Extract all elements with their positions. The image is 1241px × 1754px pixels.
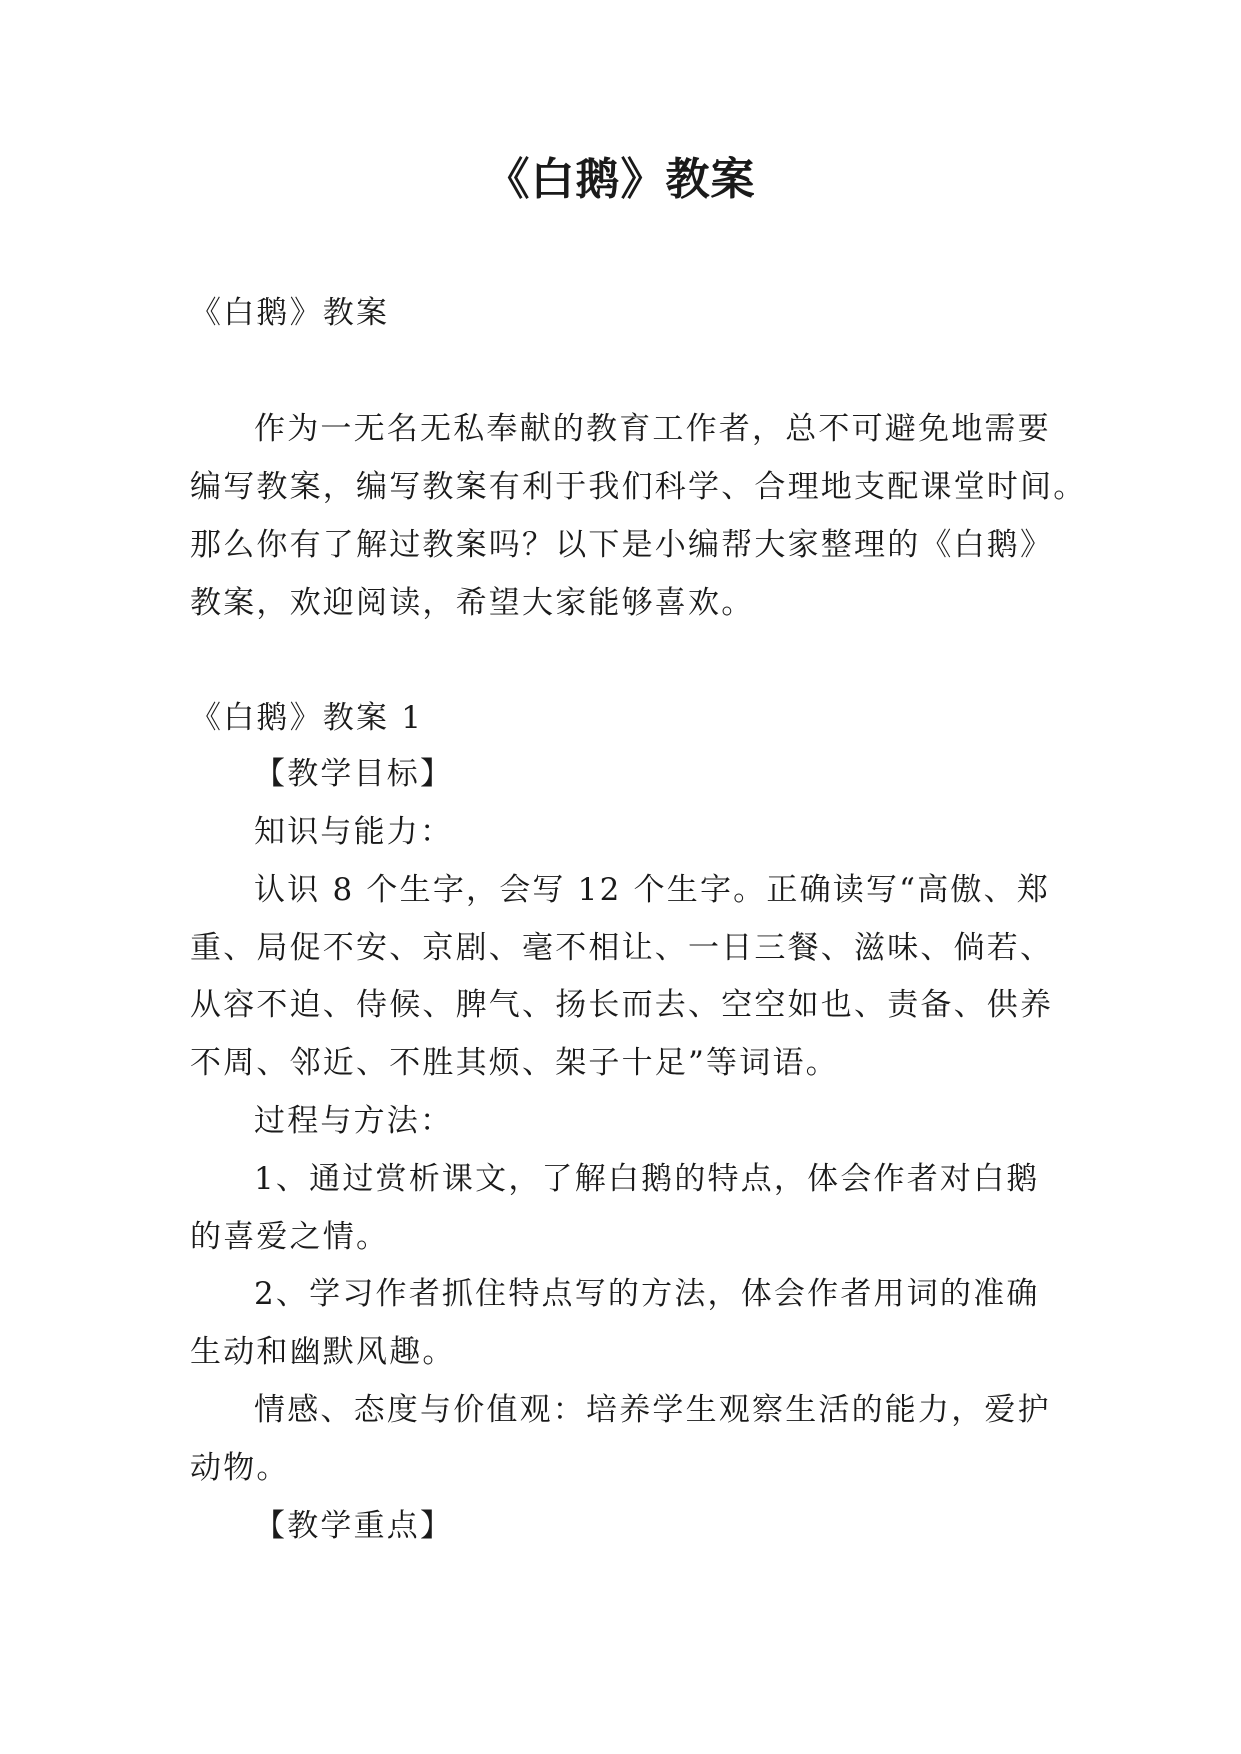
key-heading: 【教学重点】 xyxy=(254,1508,454,1544)
process-2-line-1: 2、学习作者抓住特点写的方法，体会作者用词的准确 xyxy=(254,1276,1040,1312)
intro-line-4: 教案，欢迎阅读，希望大家能够喜欢。 xyxy=(190,585,755,621)
process-2-line-2: 生动和幽默风趣。 xyxy=(190,1334,456,1370)
process-heading: 过程与方法： xyxy=(254,1103,454,1139)
knowledge-line-2: 重、局促不安、京剧、毫不相让、一日三餐、滋味、倘若、 xyxy=(190,930,1054,966)
intro-line-1: 作为一无名无私奉献的教育工作者，总不可避免地需要 xyxy=(254,411,1051,447)
knowledge-line-4: 不周、邻近、不胜其烦、架子十足”等词语。 xyxy=(190,1045,839,1081)
emotion-line-2: 动物。 xyxy=(190,1450,290,1486)
process-1-line-2: 的喜爱之情。 xyxy=(190,1219,390,1255)
knowledge-line-3: 从容不迫、侍候、脾气、扬长而去、空空如也、责备、供养 xyxy=(190,987,1054,1023)
document-title: 《白鹅》教案 xyxy=(485,154,756,205)
process-1-line-1: 1、通过赏析课文，了解白鹅的特点，体会作者对白鹅 xyxy=(254,1161,1040,1197)
knowledge-line-1: 认识 8 个生字，会写 12 个生字。正确读写“高傲、郑 xyxy=(254,872,1051,908)
document-subtitle: 《白鹅》教案 xyxy=(190,295,390,331)
intro-line-3: 那么你有了解过教案吗？以下是小编帮大家整理的《白鹅》 xyxy=(190,527,1054,563)
section-heading: 《白鹅》教案 1 xyxy=(190,700,424,736)
knowledge-heading: 知识与能力： xyxy=(254,814,454,850)
goal-heading: 【教学目标】 xyxy=(254,756,454,792)
intro-line-2: 编写教案，编写教案有利于我们科学、合理地支配课堂时间。 xyxy=(190,469,1087,505)
emotion-line-1: 情感、态度与价值观：培养学生观察生活的能力，爱护 xyxy=(254,1392,1051,1428)
